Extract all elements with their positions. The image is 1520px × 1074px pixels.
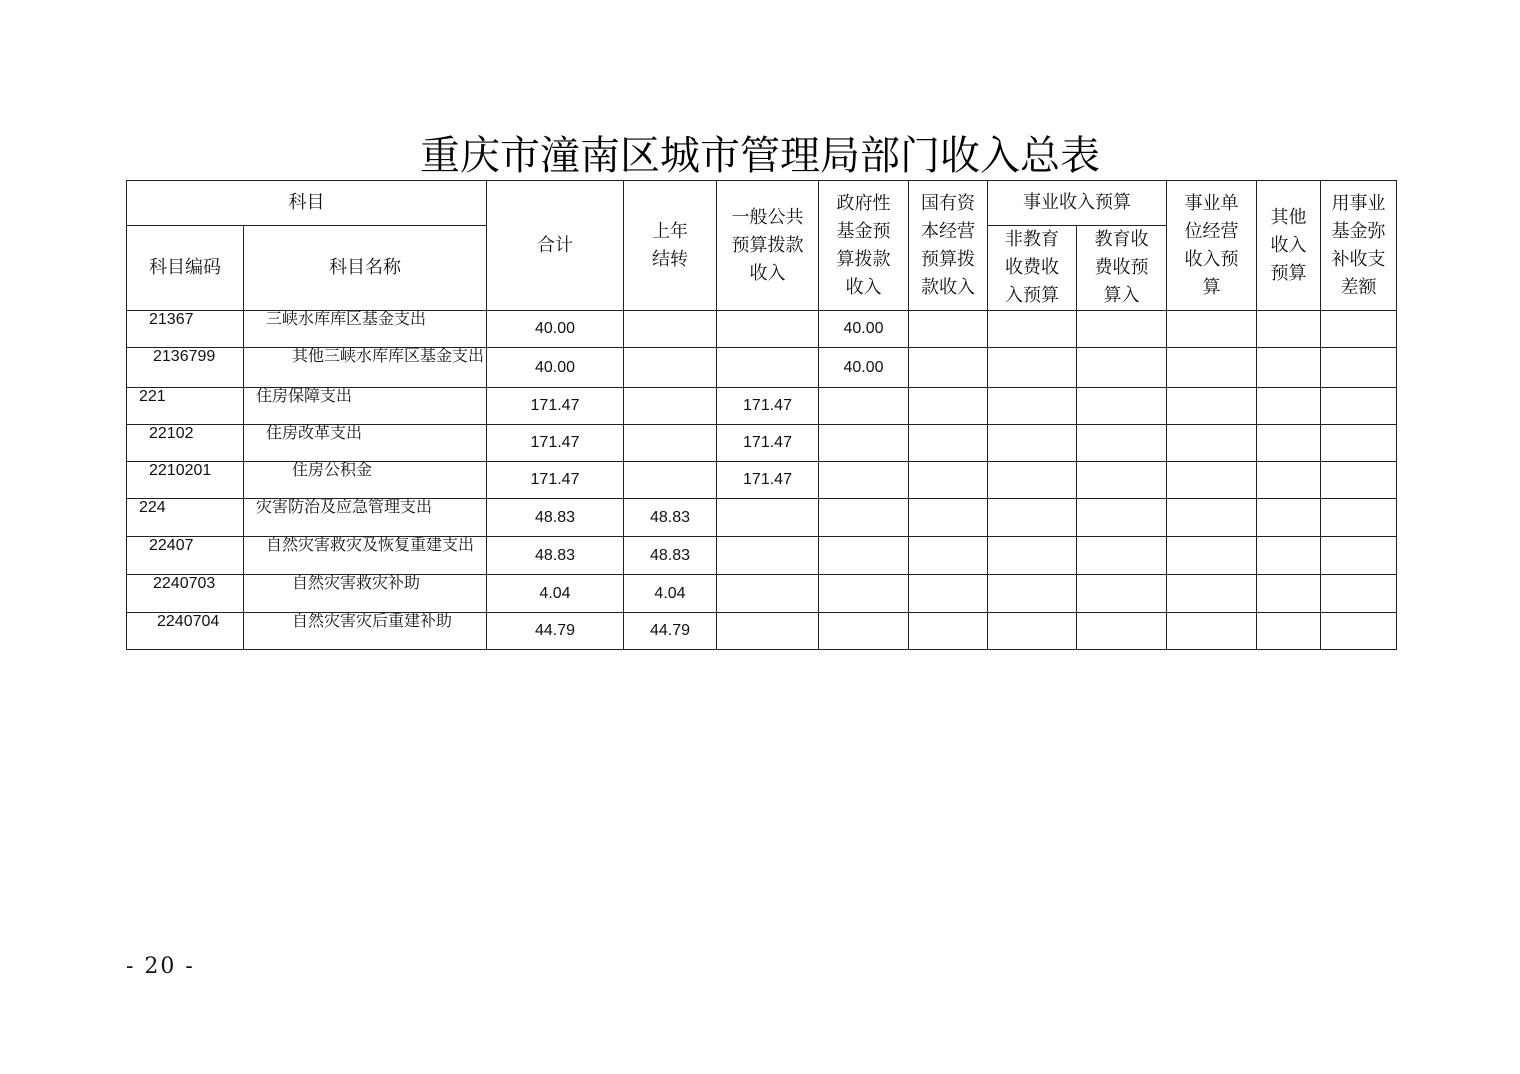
gov-fund-cell xyxy=(819,462,909,499)
carryover-cell xyxy=(624,388,717,425)
header-state-capital-line: 本经营 xyxy=(921,220,975,242)
empty-cell xyxy=(1321,425,1397,462)
page-title: 重庆市潼南区城市管理局部门收入总表 xyxy=(420,133,1100,179)
header-edu-line: 算入 xyxy=(1103,285,1140,306)
header-unit-ops-line: 算 xyxy=(1202,276,1221,298)
header-subject: 科目 xyxy=(127,181,487,226)
table-row xyxy=(127,311,1397,348)
empty-cell xyxy=(1077,613,1167,650)
empty-cell xyxy=(1321,388,1397,425)
subject-code: 2136799 xyxy=(127,348,244,388)
empty-cell xyxy=(1167,388,1257,425)
gov-fund-cell xyxy=(819,613,909,650)
carryover-cell: 44.79 xyxy=(624,613,717,650)
carryover-cell xyxy=(624,348,717,388)
empty-cell xyxy=(1167,462,1257,499)
header-gov-fund-line: 基金预 xyxy=(836,220,891,242)
empty-cell xyxy=(1321,462,1397,499)
header-other-line: 其他 xyxy=(1270,206,1307,228)
header-carryover xyxy=(624,181,717,311)
empty-cell xyxy=(988,537,1077,575)
subject-code: 2210201 xyxy=(127,462,244,499)
table-row xyxy=(127,613,1397,650)
header-gov-fund xyxy=(819,181,909,311)
header-fund-offset-line: 差额 xyxy=(1340,276,1377,298)
table-row xyxy=(127,575,1397,613)
empty-cell xyxy=(1167,537,1257,575)
gov-fund-cell xyxy=(819,388,909,425)
header-fund-offset xyxy=(1321,181,1397,311)
empty-cell xyxy=(1167,348,1257,388)
total-cell: 48.83 xyxy=(487,499,624,537)
empty-cell xyxy=(1167,425,1257,462)
header-edu xyxy=(1077,226,1167,311)
subject-name: 灾害防治及应急管理支出 xyxy=(244,499,487,537)
empty-cell xyxy=(988,613,1077,650)
subject-name: 自然灾害救灾补助 xyxy=(244,575,487,613)
empty-cell xyxy=(909,462,988,499)
general-cell xyxy=(717,311,819,348)
table-row xyxy=(127,537,1397,575)
header-fund-offset-line: 补收支 xyxy=(1331,248,1386,270)
general-cell: 171.47 xyxy=(717,388,819,425)
empty-cell xyxy=(1077,425,1167,462)
header-state-capital-line: 预算拨 xyxy=(921,248,975,270)
total-cell: 44.79 xyxy=(487,613,624,650)
carryover-cell xyxy=(624,311,717,348)
empty-cell xyxy=(1167,311,1257,348)
total-cell: 48.83 xyxy=(487,537,624,575)
header-state-capital-line: 款收入 xyxy=(921,276,975,298)
subject-name: 住房公积金 xyxy=(244,462,487,499)
header-gov-fund-line: 政府性 xyxy=(836,192,891,214)
empty-cell xyxy=(1321,575,1397,613)
table-row xyxy=(127,348,1397,388)
header-gov-fund-line: 收入 xyxy=(845,276,882,298)
empty-cell xyxy=(988,462,1077,499)
header-general-budget xyxy=(717,181,819,311)
subject-code: 2240704 xyxy=(127,613,244,650)
empty-cell xyxy=(909,388,988,425)
header-other-income xyxy=(1257,181,1321,311)
empty-cell xyxy=(988,348,1077,388)
empty-cell xyxy=(988,388,1077,425)
total-cell: 40.00 xyxy=(487,348,624,388)
header-business-income: 事业收入预算 xyxy=(988,181,1167,226)
subject-code: 22407 xyxy=(127,537,244,575)
subject-name: 自然灾害灾后重建补助 xyxy=(244,613,487,650)
header-general-line: 收入 xyxy=(749,262,786,284)
general-cell xyxy=(717,537,819,575)
empty-cell xyxy=(1257,425,1321,462)
empty-cell xyxy=(1321,613,1397,650)
header-fund-offset-line: 基金弥 xyxy=(1331,220,1386,242)
carryover-cell: 48.83 xyxy=(624,499,717,537)
gov-fund-cell xyxy=(819,537,909,575)
empty-cell xyxy=(909,425,988,462)
empty-cell xyxy=(1167,575,1257,613)
total-cell: 4.04 xyxy=(487,575,624,613)
header-unit-ops-line: 事业单 xyxy=(1184,192,1239,214)
empty-cell xyxy=(1257,388,1321,425)
header-gov-fund-line: 算拨款 xyxy=(836,248,891,270)
empty-cell xyxy=(1257,575,1321,613)
header-name: 科目名称 xyxy=(244,226,487,311)
carryover-cell xyxy=(624,425,717,462)
empty-cell xyxy=(1321,311,1397,348)
empty-cell xyxy=(1077,348,1167,388)
carryover-cell: 4.04 xyxy=(624,575,717,613)
table-row xyxy=(127,388,1397,425)
empty-cell xyxy=(909,499,988,537)
header-code: 科目编码 xyxy=(127,226,244,311)
carryover-cell: 48.83 xyxy=(624,537,717,575)
general-cell xyxy=(717,348,819,388)
general-cell: 171.47 xyxy=(717,462,819,499)
gov-fund-cell xyxy=(819,575,909,613)
empty-cell xyxy=(909,613,988,650)
empty-cell xyxy=(1077,388,1167,425)
total-cell: 171.47 xyxy=(487,425,624,462)
header-edu-line: 教育收 xyxy=(1094,229,1149,250)
header-unit-ops-line: 收入预 xyxy=(1184,248,1239,270)
header-edu-line: 费收预 xyxy=(1094,257,1149,278)
total-cell: 171.47 xyxy=(487,388,624,425)
empty-cell xyxy=(988,499,1077,537)
empty-cell xyxy=(1167,613,1257,650)
header-general-line: 一般公共 xyxy=(731,206,804,228)
subject-name: 三峡水库库区基金支出 xyxy=(244,311,487,348)
carryover-cell xyxy=(624,462,717,499)
header-carryover-line: 结转 xyxy=(652,248,688,270)
general-cell xyxy=(717,499,819,537)
empty-cell xyxy=(1167,499,1257,537)
subject-code: 2240703 xyxy=(127,575,244,613)
header-non-edu-line: 非教育 xyxy=(1005,229,1059,250)
empty-cell xyxy=(1077,311,1167,348)
subject-name: 其他三峡水库库区基金支出 xyxy=(244,348,487,388)
empty-cell xyxy=(909,311,988,348)
header-state-capital-line: 国有资 xyxy=(921,192,975,214)
subject-code: 224 xyxy=(127,499,244,537)
empty-cell xyxy=(1077,499,1167,537)
empty-cell xyxy=(1257,462,1321,499)
gov-fund-cell: 40.00 xyxy=(819,348,909,388)
empty-cell xyxy=(988,575,1077,613)
header-non-edu xyxy=(988,226,1077,311)
empty-cell xyxy=(1257,311,1321,348)
subject-code: 22102 xyxy=(127,425,244,462)
subject-name: 住房保障支出 xyxy=(244,388,487,425)
empty-cell xyxy=(909,575,988,613)
empty-cell xyxy=(1257,499,1321,537)
gov-fund-cell xyxy=(819,425,909,462)
empty-cell xyxy=(1321,499,1397,537)
empty-cell xyxy=(1321,348,1397,388)
empty-cell xyxy=(1077,575,1167,613)
header-other-line: 收入 xyxy=(1270,234,1307,256)
header-carryover-line: 上年 xyxy=(652,220,688,242)
empty-cell xyxy=(988,311,1077,348)
empty-cell xyxy=(1257,348,1321,388)
gov-fund-cell xyxy=(819,499,909,537)
empty-cell xyxy=(909,537,988,575)
empty-cell xyxy=(1321,537,1397,575)
empty-cell xyxy=(1257,613,1321,650)
general-cell: 171.47 xyxy=(717,425,819,462)
subject-code: 221 xyxy=(127,388,244,425)
header-unit-operations xyxy=(1167,181,1257,311)
empty-cell xyxy=(1077,537,1167,575)
header-non-edu-line: 收费收 xyxy=(1005,257,1059,278)
empty-cell xyxy=(909,348,988,388)
table-row xyxy=(127,425,1397,462)
table-row xyxy=(127,462,1397,499)
header-unit-ops-line: 位经营 xyxy=(1184,220,1239,242)
header-other-line: 预算 xyxy=(1270,262,1307,284)
header-non-edu-line: 入预算 xyxy=(1005,285,1059,306)
empty-cell xyxy=(988,425,1077,462)
header-state-capital xyxy=(909,181,988,311)
header-fund-offset-line: 用事业 xyxy=(1331,192,1386,214)
header-total: 合计 xyxy=(487,181,624,311)
page-number: - 20 - xyxy=(126,954,195,979)
subject-code: 21367 xyxy=(127,311,244,348)
header-general-line: 预算拨款 xyxy=(731,234,804,256)
table-row xyxy=(127,499,1397,537)
gov-fund-cell: 40.00 xyxy=(819,311,909,348)
subject-name: 自然灾害救灾及恢复重建支出 xyxy=(244,537,487,575)
subject-name: 住房改革支出 xyxy=(244,425,487,462)
income-summary-table xyxy=(126,180,1397,650)
empty-cell xyxy=(1077,462,1167,499)
total-cell: 171.47 xyxy=(487,462,624,499)
total-cell: 40.00 xyxy=(487,311,624,348)
general-cell xyxy=(717,613,819,650)
empty-cell xyxy=(1257,537,1321,575)
general-cell xyxy=(717,575,819,613)
